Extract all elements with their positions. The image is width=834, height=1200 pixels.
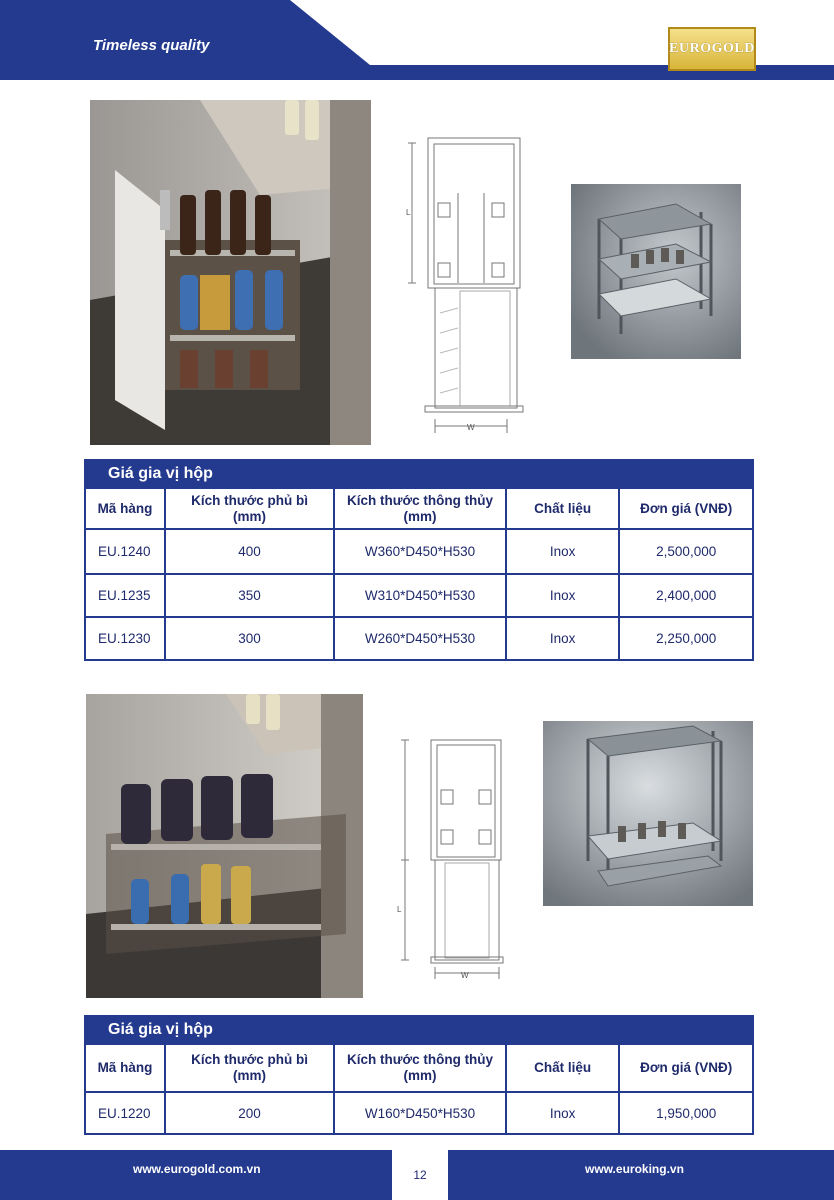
cell-material: Inox [506, 1092, 620, 1134]
col-header-code: Mã hàng [85, 1044, 165, 1092]
euroking-website-link[interactable]: www.euroking.vn [585, 1162, 684, 1176]
cell-outer-size: 200 [165, 1092, 334, 1134]
eurogold-website-link[interactable]: www.eurogold.com.vn [133, 1162, 261, 1176]
page-header [0, 0, 834, 80]
cell-price: 2,250,000 [619, 617, 753, 660]
cell-price: 2,500,000 [619, 529, 753, 574]
cell-code: EU.1220 [85, 1092, 165, 1134]
cell-code: EU.1235 [85, 574, 165, 617]
drawing-label-l: L [406, 208, 411, 217]
product-render-2 [543, 721, 753, 906]
col-header-material: Chất liệu [506, 488, 620, 529]
col-header-code: Mã hàng [85, 488, 165, 529]
cell-price: 2,400,000 [619, 574, 753, 617]
col-header-outer-size: Kích thước phủ bì (mm) [165, 1044, 334, 1092]
technical-drawing-2 [393, 735, 523, 985]
col-header-material: Chất liệu [506, 1044, 620, 1092]
cell-inner-size: W160*D450*H530 [334, 1092, 506, 1134]
col-header-inner-size: Kích thước thông thủy (mm) [334, 488, 506, 529]
cell-price: 1,950,000 [619, 1092, 753, 1134]
price-table-1 [84, 459, 754, 661]
col-header-outer-size: Kích thước phủ bì (mm) [165, 488, 334, 529]
cell-material: Inox [506, 574, 620, 617]
cell-inner-size: W310*D450*H530 [334, 574, 506, 617]
table-row [85, 574, 753, 617]
drawing-label-w: W [461, 971, 469, 980]
table-row [85, 617, 753, 660]
table-title: Giá gia vị hộp [85, 1016, 753, 1044]
cell-outer-size: 300 [165, 617, 334, 660]
product-render-1 [571, 184, 741, 359]
page-footer [0, 1150, 834, 1200]
drawing-label-w: W [467, 423, 475, 432]
cell-code: EU.1240 [85, 529, 165, 574]
logo-text: EUROGOLD [669, 41, 755, 56]
cell-outer-size: 350 [165, 574, 334, 617]
col-header-inner-size: Kích thước thông thủy (mm) [334, 1044, 506, 1092]
table-row [85, 1092, 753, 1134]
eurogold-logo[interactable] [668, 27, 756, 71]
product-photo-1 [90, 100, 371, 445]
col-header-price: Đơn giá (VNĐ) [619, 488, 753, 529]
table-row [85, 529, 753, 574]
technical-drawing-1 [400, 133, 530, 435]
cell-outer-size: 400 [165, 529, 334, 574]
drawing-label-l: L [397, 905, 402, 914]
col-header-price: Đơn giá (VNĐ) [619, 1044, 753, 1092]
header-tagline: Timeless quality [93, 37, 210, 54]
page-number-box [392, 1150, 448, 1200]
cell-material: Inox [506, 617, 620, 660]
price-table-2 [84, 1015, 754, 1135]
cell-code: EU.1230 [85, 617, 165, 660]
cell-inner-size: W360*D450*H530 [334, 529, 506, 574]
product-photo-2 [86, 694, 363, 998]
table-title: Giá gia vị hộp [85, 460, 753, 488]
cell-material: Inox [506, 529, 620, 574]
page-number: 12 [413, 1168, 427, 1182]
cell-inner-size: W260*D450*H530 [334, 617, 506, 660]
